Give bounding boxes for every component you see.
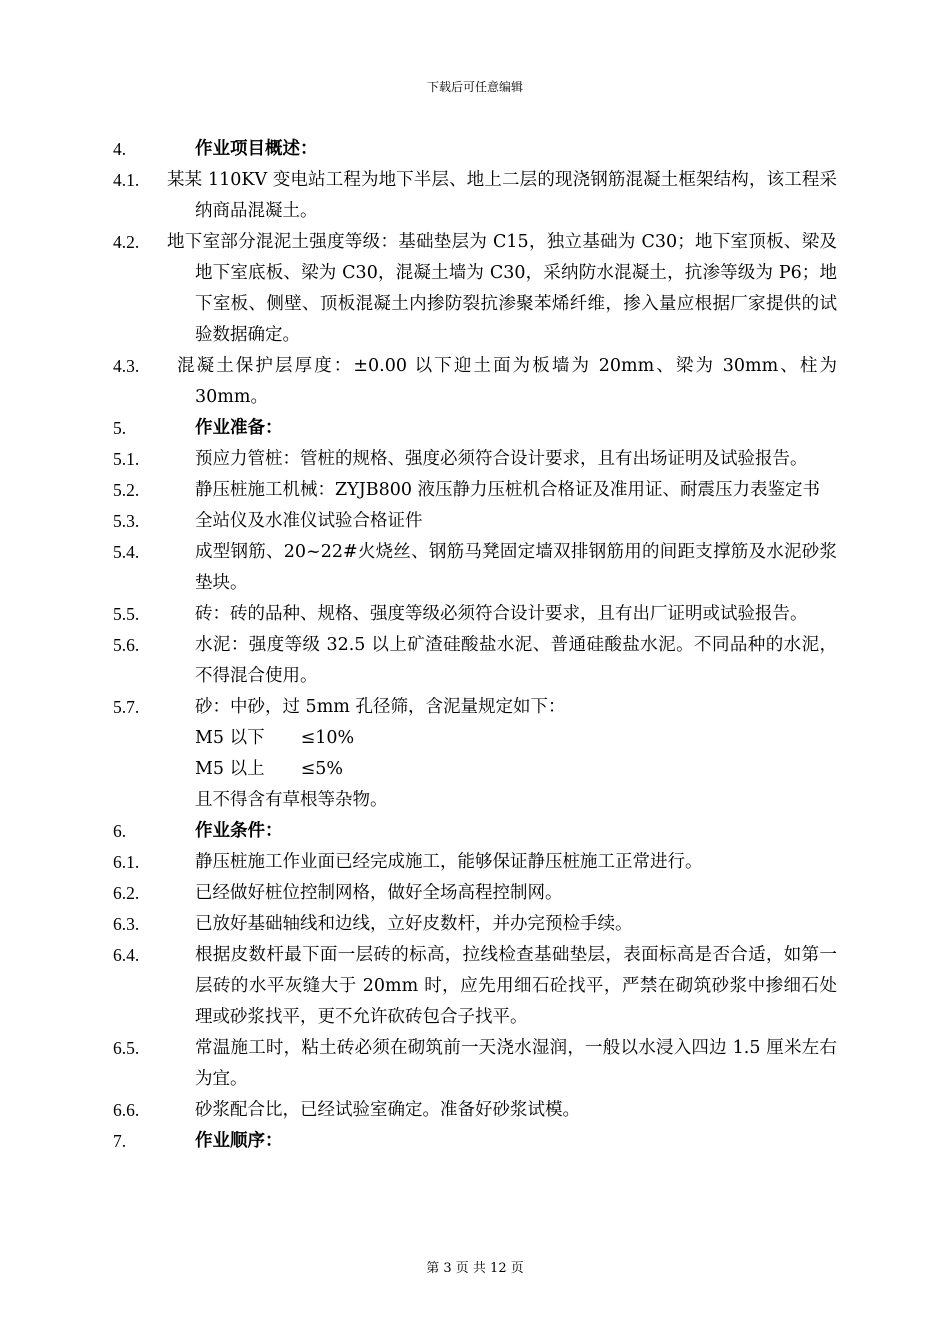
item-number: 6.6. bbox=[113, 1100, 140, 1120]
list-item-5-7 bbox=[0, 692, 950, 723]
document-body bbox=[0, 134, 950, 1157]
sand-grade-label: M5 以下 bbox=[195, 728, 265, 748]
list-item-4-2 bbox=[0, 227, 950, 351]
section-heading-7 bbox=[0, 1126, 950, 1157]
sand-limit-value: ≤5% bbox=[300, 759, 344, 779]
list-item-6-5 bbox=[0, 1033, 950, 1095]
item-text: 地下室部分混泥土强度等级：基础垫层为 C15，独立基础为 C30；地下室顶板、梁及地下室底板、梁为 C30，混凝土墙为 C30，采纳防水混凝土，抗渗等级为 P6；地下室板、侧壁、顶板混凝土内掺防裂抗渗聚苯烯纤维，掺入量应根据厂家提供的试验数据确定。 bbox=[167, 232, 837, 345]
section-number: 4. bbox=[113, 139, 127, 159]
item-number: 6.2. bbox=[113, 883, 140, 903]
section-heading-5 bbox=[0, 413, 950, 444]
list-item-6-6 bbox=[0, 1095, 950, 1126]
item-number: 5.4. bbox=[113, 542, 140, 562]
item-text: 砂浆配合比，已经试验室确定。准备好砂浆试模。 bbox=[195, 1100, 580, 1120]
page-footer: 第 3 页 共 12 页 bbox=[426, 1261, 524, 1276]
list-item-6-3 bbox=[0, 909, 950, 940]
item-text: 砖：砖的品种、规格、强度等级必须符合设计要求，且有出厂证明或试验报告。 bbox=[195, 604, 808, 624]
item-text: 全站仪及水准仪试验合格证件 bbox=[195, 511, 423, 531]
item-number: 4.3. bbox=[113, 356, 140, 376]
section-title: 作业顺序： bbox=[195, 1131, 283, 1151]
item-number: 5.3. bbox=[113, 511, 140, 531]
sand-grade-label: M5 以上 bbox=[195, 759, 265, 779]
item-text: 已放好基础轴线和边线，立好皮数杆，并办完预检手续。 bbox=[195, 914, 633, 934]
item-text: 根据皮数杆最下面一层砖的标高，拉线检查基础垫层，表面标高是否合适，如第一层砖的水平灰缝大于 20mm 时，应先用细石砼找平，严禁在砌筑砂浆中掺细石处理或砂浆找平，更不允许砍砖包合子找平。 bbox=[195, 945, 837, 1027]
sand-limit-value: ≤10% bbox=[300, 728, 355, 748]
list-item-5-6 bbox=[0, 630, 950, 692]
item-text: 砂：中砂，过 5mm 孔径筛，含泥量规定如下： bbox=[195, 697, 566, 717]
item-text: 静压桩施工作业面已经完成施工，能够保证静压桩施工正常进行。 bbox=[195, 852, 703, 872]
item-number: 5.1. bbox=[113, 449, 140, 469]
item-text: 已经做好桩位控制网格，做好全场高程控制网。 bbox=[195, 883, 563, 903]
list-item-6-1 bbox=[0, 847, 950, 878]
sand-spec-row-2 bbox=[195, 754, 950, 785]
section-title: 作业项目概述： bbox=[195, 139, 318, 159]
list-item-5-4 bbox=[0, 537, 950, 599]
item-number: 4.2. bbox=[113, 232, 140, 252]
item-number: 5.6. bbox=[113, 635, 140, 655]
section-number: 5. bbox=[113, 418, 127, 438]
sand-spec-row-1 bbox=[195, 723, 950, 754]
item-number: 4.1. bbox=[113, 170, 140, 190]
item-text: 预应力管桩：管桩的规格、强度必须符合设计要求，且有出场证明及试验报告。 bbox=[195, 449, 808, 469]
item-number: 5.2. bbox=[113, 480, 140, 500]
section-heading-6 bbox=[0, 816, 950, 847]
section-title: 作业条件： bbox=[195, 821, 283, 841]
item-number: 5.7. bbox=[113, 697, 140, 717]
item-text: 某某 110KV 变电站工程为地下半层、地上二层的现浇钢筋混凝土框架结构，该工程采纳商品混凝土。 bbox=[167, 170, 837, 221]
list-item-5-5 bbox=[0, 599, 950, 630]
list-item-5-3 bbox=[0, 506, 950, 537]
item-number: 5.5. bbox=[113, 604, 140, 624]
section-title: 作业准备： bbox=[195, 418, 283, 438]
list-item-6-2 bbox=[0, 878, 950, 909]
section-heading-4 bbox=[0, 134, 950, 165]
item-number: 6.3. bbox=[113, 914, 140, 934]
item-number: 6.5. bbox=[113, 1038, 140, 1058]
page-header: 下载后可任意编辑 bbox=[426, 80, 523, 94]
item-text: 静压桩施工机械：ZYJB800 液压静力压桩机合格证及准用证、耐震压力表鉴定书 bbox=[195, 480, 821, 500]
sand-spec-note: 且不得含有草根等杂物。 bbox=[195, 790, 388, 810]
item-number: 6.1. bbox=[113, 852, 140, 872]
list-item-5-1 bbox=[0, 444, 950, 475]
item-text: 水泥：强度等级 32.5 以上矿渣硅酸盐水泥、普通硅酸盐水泥。不同品种的水泥，不得混合使用。 bbox=[195, 635, 837, 686]
list-item-4-1 bbox=[0, 165, 950, 227]
list-item-6-4 bbox=[0, 940, 950, 1033]
item-number: 6.4. bbox=[113, 945, 140, 965]
list-item-4-3 bbox=[0, 351, 950, 413]
section-number: 7. bbox=[113, 1131, 127, 1151]
item-text: 常温施工时，粘土砖必须在砌筑前一天浇水湿润，一般以水浸入四边 1.5 厘米左右为宜。 bbox=[195, 1038, 837, 1089]
list-item-5-2 bbox=[0, 475, 950, 506]
item-text: 混凝土保护层厚度：±0.00 以下迎土面为板墙为 20mm、梁为 30mm、柱为 30mm。 bbox=[177, 356, 837, 407]
item-text: 成型钢筋、20~22#火烧丝、钢筋马凳固定墙双排钢筋用的间距支撑筋及水泥砂浆垫块。 bbox=[195, 542, 837, 593]
section-number: 6. bbox=[113, 821, 127, 841]
